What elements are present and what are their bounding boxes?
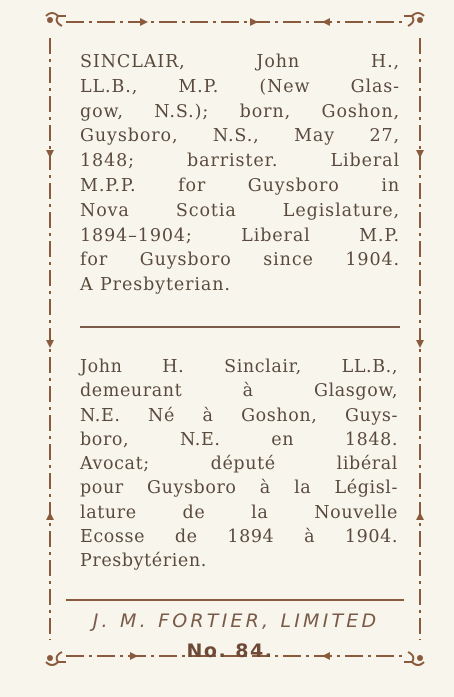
english-line: for Guysboro since 1904. bbox=[80, 250, 400, 271]
english-line: Guysboro, N.S., May 27, bbox=[80, 126, 400, 147]
french-line: boro, N.E. en 1848. bbox=[80, 429, 398, 450]
english-biography bbox=[80, 50, 400, 298]
french-line: Avocat; député libéral bbox=[80, 454, 398, 475]
french-line: Ecosse de 1894 à 1904. bbox=[80, 527, 398, 548]
card-number: No. 84. bbox=[186, 640, 274, 662]
english-line: SINCLAIR, John H., bbox=[80, 52, 400, 72]
english-line: 1848; barrister. Liberal bbox=[80, 151, 400, 172]
english-line: LL.B., M.P. (New Glas- bbox=[80, 76, 400, 97]
french-line: Presbytérien. bbox=[80, 551, 207, 572]
publisher-name: J. M. FORTIER, LIMITED bbox=[92, 610, 380, 632]
english-line: 1894–1904; Liberal M.P. bbox=[80, 225, 400, 246]
english-line: Nova Scotia Legislature, bbox=[80, 200, 400, 221]
french-line: N.E. Né à Goshon, Guys- bbox=[80, 405, 398, 426]
english-line: A Presbyterian. bbox=[80, 275, 231, 296]
english-line: gow, N.S.); born, Goshon, bbox=[80, 101, 400, 122]
french-line: John H. Sinclair, LL.B., bbox=[80, 357, 398, 377]
french-line: pour Guysboro à la Législ- bbox=[80, 478, 398, 499]
french-biography bbox=[80, 355, 398, 574]
french-line: demeurant à Glasgow, bbox=[80, 381, 398, 402]
section-divider bbox=[80, 326, 400, 328]
french-line: lature de la Nouvelle bbox=[80, 502, 398, 523]
english-line: M.P.P. for Guysboro in bbox=[80, 175, 400, 196]
